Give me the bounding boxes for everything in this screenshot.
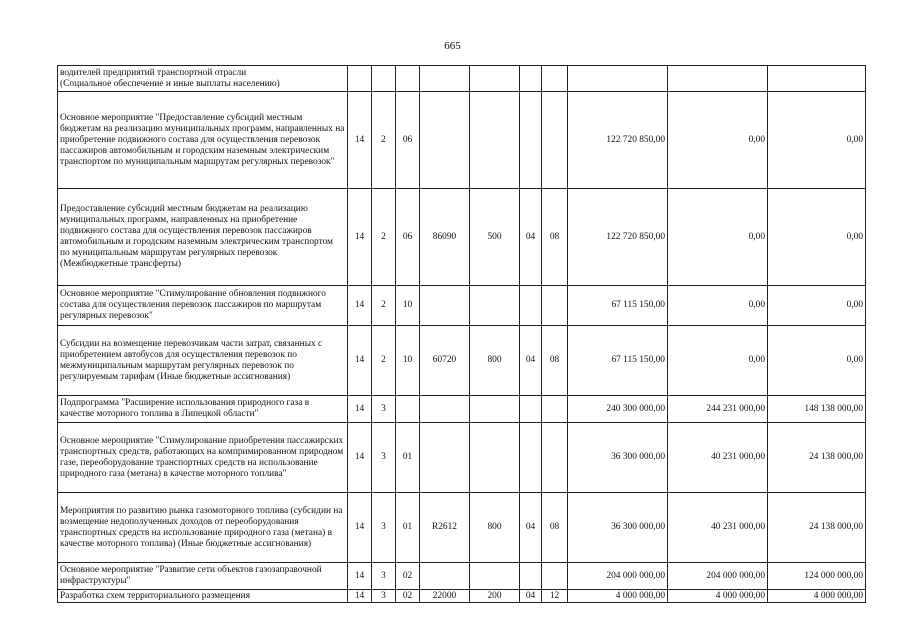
cell-c2: 2	[372, 189, 396, 286]
cell-c7: 12	[542, 590, 568, 603]
table-row	[58, 326, 866, 396]
cell-amount-2: 0,00	[668, 189, 768, 286]
cell-amount-2: 4 000 000,00	[668, 590, 768, 603]
cell-amount-2	[668, 66, 768, 92]
cell-c3: 10	[396, 326, 420, 396]
cell-c3: 06	[396, 189, 420, 286]
cell-amount-2: 0,00	[668, 92, 768, 189]
row-name: Разработка схем территориального размещения	[58, 590, 348, 603]
cell-c1: 14	[348, 286, 372, 326]
cell-amount-1: 122 720 850,00	[568, 189, 668, 286]
cell-amount-1: 204 000 000,00	[568, 563, 668, 590]
cell-c4	[420, 286, 470, 326]
cell-c7	[542, 423, 568, 493]
row-name: Подпрограмма "Расширение использования природного газа в качестве моторного топлива в Липецкой области"	[58, 396, 348, 423]
cell-c3: 01	[396, 493, 420, 563]
cell-c7	[542, 563, 568, 590]
cell-c6	[520, 563, 542, 590]
cell-c2: 3	[372, 563, 396, 590]
row-name: Предоставление субсидий местным бюджетам на реализацию муниципальных программ, направленных на приобретение подвижного состава для осуществления перевозок пассажиров автомобильным и городским наземным электрическим транспортом по муниципальным маршрутам регулярных перевозок (Межбюджетные трансферты)	[58, 189, 348, 286]
cell-amount-1: 4 000 000,00	[568, 590, 668, 603]
table-row	[58, 92, 866, 189]
cell-c6	[520, 66, 542, 92]
row-name: водителей предприятий транспортной отрасли (Социальное обеспечение и иные выплаты населению)	[58, 66, 348, 92]
table-row	[58, 563, 866, 590]
cell-c1: 14	[348, 326, 372, 396]
page-number: 665	[444, 40, 461, 52]
cell-c4	[420, 66, 470, 92]
cell-amount-3: 24 138 000,00	[768, 493, 866, 563]
cell-c7	[542, 396, 568, 423]
cell-c5	[470, 423, 520, 493]
cell-c1: 14	[348, 189, 372, 286]
cell-amount-1: 67 115 150,00	[568, 286, 668, 326]
cell-c6: 04	[520, 590, 542, 603]
cell-amount-2: 0,00	[668, 286, 768, 326]
cell-c5: 500	[470, 189, 520, 286]
cell-c5	[470, 396, 520, 423]
cell-amount-3	[768, 66, 866, 92]
cell-c1: 14	[348, 423, 372, 493]
cell-c5: 800	[470, 326, 520, 396]
cell-c2: 2	[372, 92, 396, 189]
cell-c3: 06	[396, 92, 420, 189]
row-name: Основное мероприятие "Развитие сети объектов газозаправочной инфраструктуры"	[58, 563, 348, 590]
cell-c6	[520, 92, 542, 189]
cell-c7	[542, 66, 568, 92]
cell-c4: 22000	[420, 590, 470, 603]
cell-c1: 14	[348, 92, 372, 189]
cell-amount-2: 244 231 000,00	[668, 396, 768, 423]
cell-c6	[520, 423, 542, 493]
cell-c5	[470, 66, 520, 92]
cell-c1	[348, 66, 372, 92]
cell-c5: 800	[470, 493, 520, 563]
cell-c2	[372, 66, 396, 92]
cell-amount-2: 40 231 000,00	[668, 423, 768, 493]
cell-amount-3: 148 138 000,00	[768, 396, 866, 423]
cell-c1: 14	[348, 493, 372, 563]
cell-amount-3: 0,00	[768, 326, 866, 396]
cell-c4: R2612	[420, 493, 470, 563]
cell-amount-2: 0,00	[668, 326, 768, 396]
cell-c6: 04	[520, 326, 542, 396]
cell-amount-1: 67 115 150,00	[568, 326, 668, 396]
cell-c2: 2	[372, 286, 396, 326]
table-row	[58, 590, 866, 603]
cell-c1: 14	[348, 396, 372, 423]
cell-c4: 86090	[420, 189, 470, 286]
cell-c3	[396, 66, 420, 92]
row-name: Основное мероприятие "Стимулирование приобретения пассажирских транспортных средств, работающих на компримированном природном газе, переоборудование транспортных средств на использование природного газа (метана) в качестве моторного топлива"	[58, 423, 348, 493]
row-name: Основное мероприятие "Стимулирование обновления подвижного состава для осуществления перевозок пассажиров по маршрутам регулярных перевозок"	[58, 286, 348, 326]
cell-c5: 200	[470, 590, 520, 603]
cell-c4	[420, 92, 470, 189]
cell-c2: 3	[372, 590, 396, 603]
cell-c3: 02	[396, 563, 420, 590]
cell-amount-3: 0,00	[768, 189, 866, 286]
cell-amount-1: 240 300 000,00	[568, 396, 668, 423]
cell-c5	[470, 92, 520, 189]
cell-amount-3: 124 000 000,00	[768, 563, 866, 590]
cell-c7	[542, 286, 568, 326]
cell-amount-3: 4 000 000,00	[768, 590, 866, 603]
cell-c7: 08	[542, 189, 568, 286]
cell-c4	[420, 396, 470, 423]
table-row	[58, 423, 866, 493]
cell-amount-3: 24 138 000,00	[768, 423, 866, 493]
cell-c7: 08	[542, 326, 568, 396]
cell-c5	[470, 286, 520, 326]
cell-c3: 02	[396, 590, 420, 603]
cell-c6	[520, 286, 542, 326]
cell-amount-1	[568, 66, 668, 92]
cell-c6: 04	[520, 189, 542, 286]
table-row	[58, 66, 866, 92]
row-name: Субсидии на возмещение перевозчикам части затрат, связанных с приобретением автобусов для осуществления перевозок по межмуниципальным маршрутам регулярных перевозок по регулируемым тарифам (Иные бюджетные ассигнования)	[58, 326, 348, 396]
table-row	[58, 286, 866, 326]
cell-c4	[420, 563, 470, 590]
cell-amount-2: 204 000 000,00	[668, 563, 768, 590]
cell-c1: 14	[348, 590, 372, 603]
table-row	[58, 396, 866, 423]
cell-c2: 3	[372, 493, 396, 563]
cell-c2: 3	[372, 396, 396, 423]
cell-amount-1: 36 300 000,00	[568, 493, 668, 563]
budget-table	[57, 65, 866, 603]
table-body	[58, 66, 866, 603]
table-row	[58, 189, 866, 286]
cell-c3	[396, 396, 420, 423]
cell-c4: 60720	[420, 326, 470, 396]
row-name: Мероприятия по развитию рынка газомоторного топлива (субсидии на возмещение недополученных доходов от переоборудования транспортных средств на использование природного газа (метана) в качестве моторного топлива) (Иные бюджетные ассигнования)	[58, 493, 348, 563]
cell-c7	[542, 92, 568, 189]
row-name: Основное мероприятие "Предоставление субсидий местным бюджетам на реализацию муниципальных программ, направленных на приобретение подвижного состава для осуществления перевозок пассажиров автомобильным и городским наземным электрическим транспортом по муниципальным маршрутам регулярных перевозок"	[58, 92, 348, 189]
cell-c3: 10	[396, 286, 420, 326]
cell-c7: 08	[542, 493, 568, 563]
cell-c6	[520, 396, 542, 423]
cell-c3: 01	[396, 423, 420, 493]
cell-c4	[420, 423, 470, 493]
cell-c6: 04	[520, 493, 542, 563]
cell-c2: 2	[372, 326, 396, 396]
cell-amount-2: 40 231 000,00	[668, 493, 768, 563]
cell-c5	[470, 563, 520, 590]
cell-amount-1: 122 720 850,00	[568, 92, 668, 189]
cell-amount-3: 0,00	[768, 92, 866, 189]
cell-c2: 3	[372, 423, 396, 493]
cell-amount-1: 36 300 000,00	[568, 423, 668, 493]
cell-amount-3: 0,00	[768, 286, 866, 326]
cell-c1: 14	[348, 563, 372, 590]
table-row	[58, 493, 866, 563]
